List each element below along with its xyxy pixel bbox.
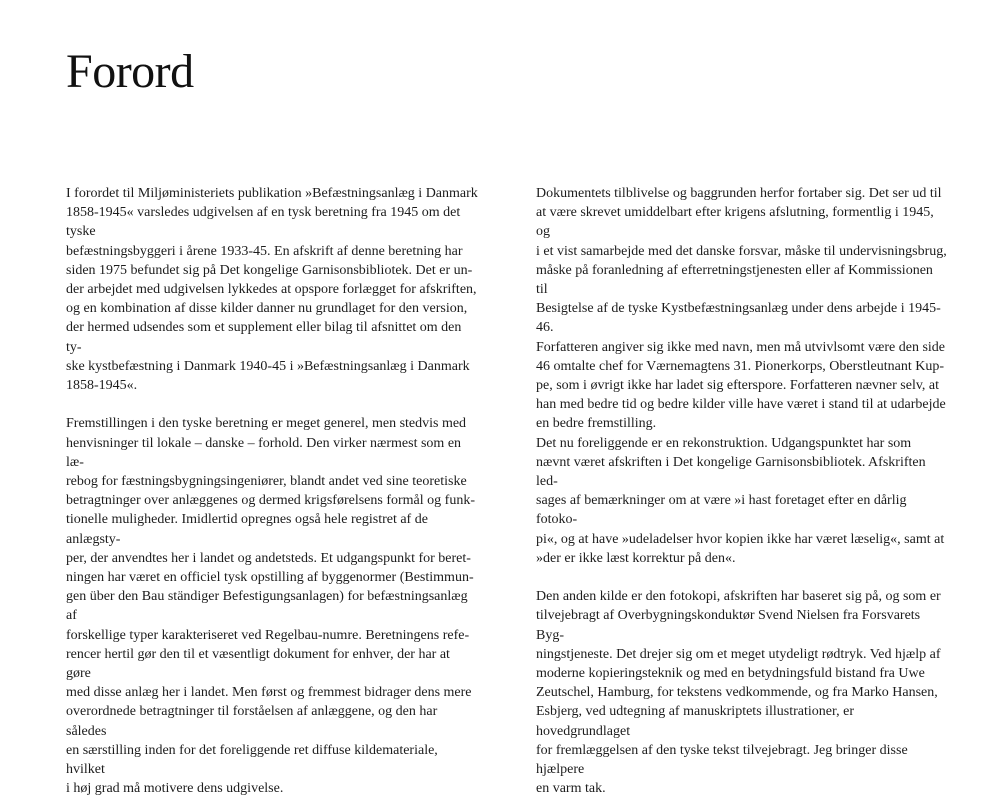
paragraph: Dokumentets tilblivelse og baggrunden herfor fortaber sig. Det ser ud til at være skrevet umiddelbart efter krigens afslutning, formentlig i 1945, og i et vist samarbejde med det danske forsvar, måske til undervisningsbrug, måske på foranledning af efterretningstjenesten eller af Kommissionen til Besigtelse af de tyske Kystbefæstningsanlæg under dens arbejde i 1945-46. Forfatteren angiver sig ikke med navn, men må utvivlsomt være den side 46 omtalte chef for Værnemagtens 31. Pionerkorps, Oberstleutnant Kup- pe, som i øvrigt ikke har ladet sig efterspore. Forfatteren nævner selv, at han med bedre tid og bedre kilder ville have været i stand til at udarbejde en bedre fremstilling. (536, 186, 947, 432)
left-text-column (66, 184, 478, 798)
right-text-column (536, 184, 948, 798)
paragraph: Den anden kilde er den fotokopi, afskriften har baseret sig på, og som er tilvejebragt af Overbygningskonduktør Svend Nielsen fra Forsvarets Byg- ningstjeneste. Det drejer sig om et meget utydeligt rødtryk. Ved hjælp af moderne kopieringsteknik og med en betydningsfuld bistand fra Uwe Zeutschel, Hamburg, for tekstens vedkommende, og fra Marko Hansen, Esbjerg, ved udtegning af manuskriptets illustrationer, er hovedgrundlaget for fremlæggelsen af den tyske tekst tilvejebragt. Jeg bringer disse hjælpere en varm tak. (536, 589, 941, 797)
paragraph: Fremstillingen i den tyske beretning er meget generel, men stedvis med henvisninger til lokale – danske – forhold. Den virker nærmest som en læ- rebog for fæstningsbygningsingeniører, blandt andet ved sine teoretiske betragtninger over anlæggenes og dermed krigsførelsens formål og funk- tionelle muligheder. Imidlertid opregnes også hele registret af de anlægsty- per, der anvendtes her i landet og andetsteds. Et udgangspunkt for beret- ningen har været en officiel tysk opstilling af byggenormer (Bestimmun- gen über den Bau ständiger Befestigungsanlagen) for befæstningsanlæg af forskellige typer karakteriseret ved Regelbau-numre. Beretningens refe- rencer hertil gør den til et væsentligt dokument for enhver, der har at gøre med disse anlæg her i landet. Men først og fremmest bidrager dens mere overordnede betragtninger til forståelsen af anlæggene, og den har således en særstilling inden for det foreliggende ret diffuse kildemateriale, hvilket i høj grad må motivere dens udgivelse. (66, 416, 475, 797)
page-title: Forord (66, 45, 194, 98)
paragraph: Det nu foreliggende er en rekonstruktion. Udgangspunktet har som nævnt været afskriften i Det kongelige Garnisonsbibliotek. Afskriften led- sages af bemærkninger om at være »i hast foretaget efter en dårlig fotoko- pi«, og at have »udeladelser hvor kopien ikke har været læselig«, samt at »der er ikke læst korrektur på den«. (536, 435, 945, 566)
paragraph: I forordet til Miljøministeriets publikation »Befæstningsanlæg i Danmark 1858-1945« varsledes udgivelsen af en tysk beretning fra 1945 om det tyske befæstningsbyggeri i årene 1933-45. En afskrift af denne beretning har siden 1975 befundet sig på Det kongelige Garnisonsbibliotek. Det er un- der arbejdet med udgivelsen lykkedes at opspore forlægget for afskriften, og en kombination af disse kilder danner nu grundlaget for den version, der hermed udsendes som et supplement eller bilag til afsnittet om den ty- ske kystbefæstning i Danmark 1940-45 i »Befæstningsanlæg i Danmark 1858-1945«. (66, 186, 478, 394)
